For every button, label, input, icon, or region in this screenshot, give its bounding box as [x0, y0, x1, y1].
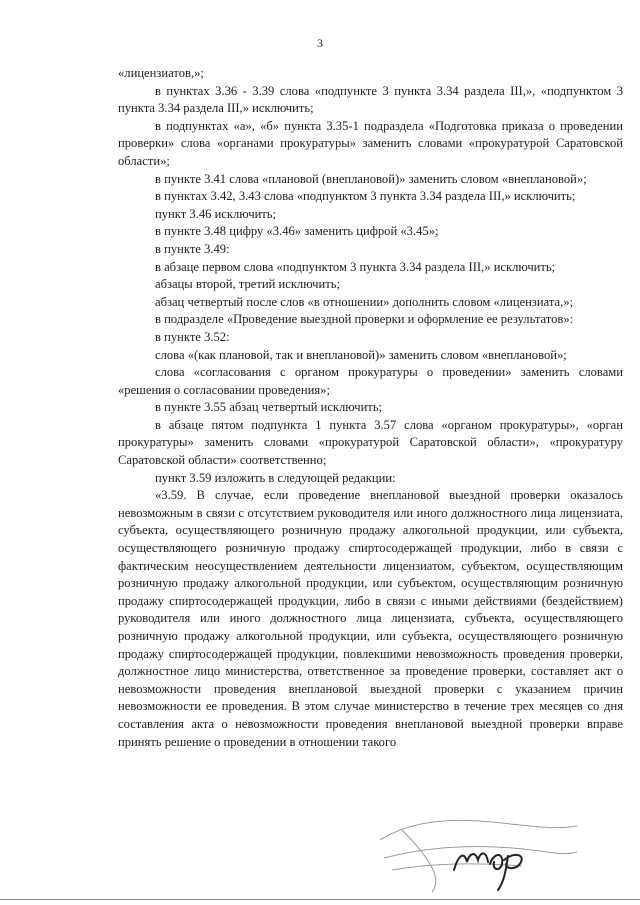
paragraph: в пункте 3.55 абзац четвертый исключить;: [155, 400, 383, 415]
paragraph: пункт 3.46 исключить;: [155, 206, 277, 221]
paragraph: «3.59. В случае, если проведение внеплановой выездной проверки оказалось невозможным в связи с отсутствием руководителя или иного должностного лица лицензиата, субъекта, осуществляющего розничную продажу алкогольной продукции, или субъекта, осуществляющего розничную продажу спиртосодержащей продукции, либо в связи с фактическим неосуществлением деятельности лицензиатом, субъектом, осуществляющим розничную продажу алкогольной продукции, или субъектом, осуществляющим розничную продажу спиртосодержащей продукции, либо в связи с иными действиями (бездействием) руководителя или иного должностного лица лицензиата, субъекта, осуществляющего розничную продажу алкогольной продукции, или субъекта, осуществляющего розничную продажу спиртосодержащей продукции, повлекшими невозможность проведения проверки, должностное лицо министерства, ответственное за проведение проверки, составляет акт о невозможности проведения внеплановой выездной проверки с указанием причин невозможности ее проведения. В этом случае министерство в течение трех месяцев со дня составления акта о невозможности проведения внеплановой выездной проверки вправе принять решение о проведении в отношении такого: [118, 488, 623, 749]
paragraph: в пункте 3.49:: [155, 241, 230, 256]
page-bottom-edge: [0, 899, 640, 900]
paragraph: в абзаце пятом подпункта 1 пункта 3.57 слова «органом прокуратуры», «орган прокуратуры» заменить словами «прокуратурой Саратовской области», «прокуратуру Саратовской области» соответственно;: [118, 417, 623, 468]
handwritten-signature: [372, 800, 582, 895]
paragraph: в пунктах 3.42, 3.43 слова «подпунктом 3 пункта 3.34 раздела III,» исключить;: [155, 189, 576, 204]
paragraph: в пункте 3.41 слова «плановой (внеплановой)» заменить словом «внеплановой»;: [155, 171, 587, 186]
document-body: [118, 65, 623, 751]
paragraph: в подпунктах «а», «б» пункта 3.35-1 подраздела «Подготовка приказа о проведении проверки» слова «органами прокуратуры» заменить словами «прокуратурой Саратовской области»;: [118, 118, 623, 168]
paragraph: в абзаце первом слова «подпунктом 3 пункта 3.34 раздела III,» исключить;: [155, 259, 556, 274]
paragraph: в пунктах 3.36 - 3.39 слова «подпункте 3 пункта 3.34 раздела III,», «подпунктом 3 пункта 3.34 раздела III,» исключить;: [118, 83, 623, 116]
paragraph: «лицензиатов,»;: [118, 66, 204, 80]
paragraph: абзацы второй, третий исключить;: [155, 277, 340, 292]
page-number: 3: [317, 36, 323, 50]
paragraph: в пункте 3.48 цифру «3.46» заменить цифрой «3.45»;: [155, 224, 439, 239]
paragraph: в подразделе «Проведение выездной проверки и оформление ее результатов»:: [155, 312, 574, 327]
paragraph: слова «согласования с органом прокуратуры о проведении» заменить словами «решения о согласовании проведения»;: [118, 365, 623, 397]
paragraph: пункт 3.59 изложить в следующей редакции:: [155, 470, 396, 485]
paragraph: слова «(как плановой, так и внеплановой)» заменить словом «внеплановой»;: [155, 347, 567, 362]
paragraph: абзац четвертый после слов «в отношении» дополнить словом «лицензиата,»;: [155, 294, 574, 309]
paragraph: в пункте 3.52:: [155, 329, 230, 344]
